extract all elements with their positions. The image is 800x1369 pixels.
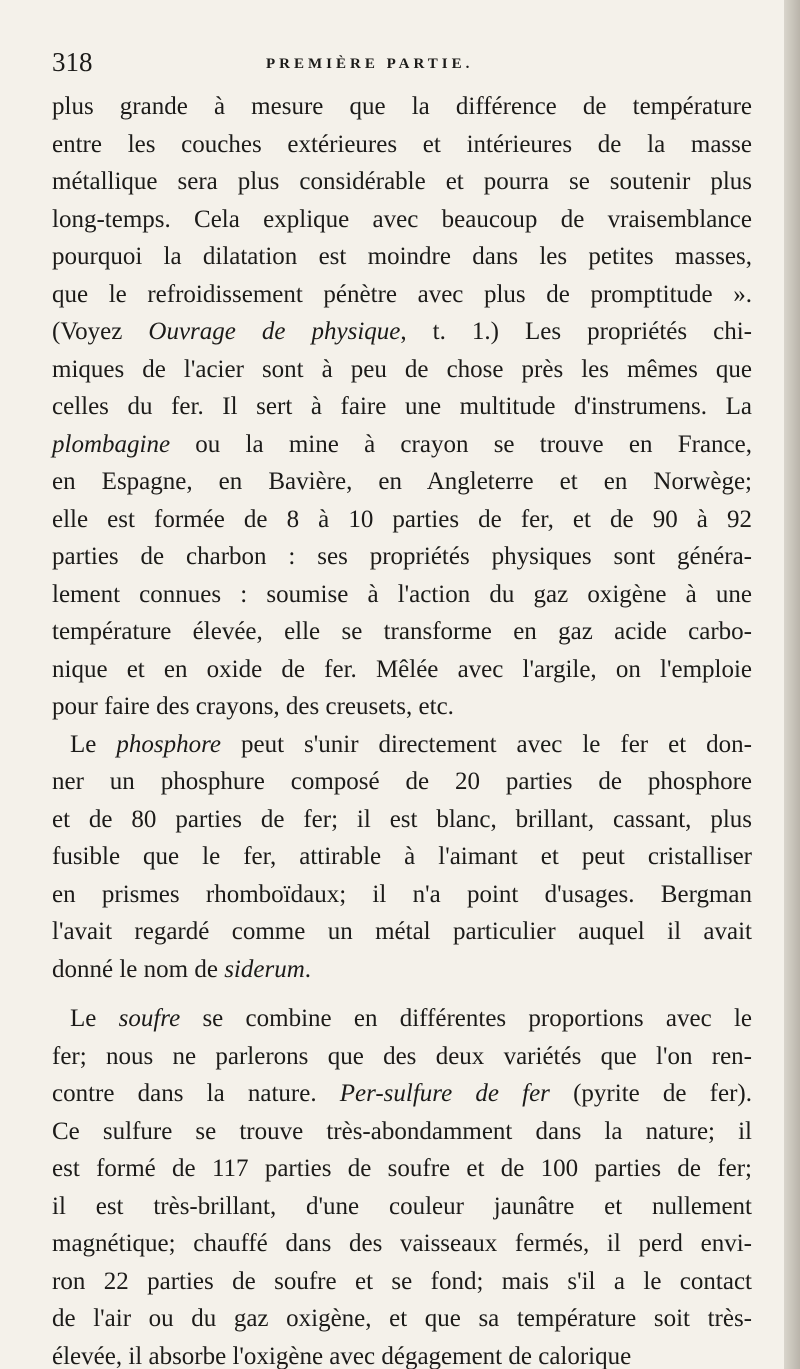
- text-segment: celles du fer. Il sert à faire une multitude d'instrumens. La: [52, 393, 752, 420]
- text-segment: ron 22 parties de soufre et se fond; mais s'il a le contact: [52, 1267, 752, 1295]
- text-segment: métallique sera plus considérable et pourra se soutenir plus: [52, 168, 752, 195]
- text-segment: elle est formée de 8 à 10 parties de fer, et de 90 à 92: [52, 505, 752, 533]
- text-segment: parties de charbon : ses propriétés physiques sont généra-: [52, 543, 752, 570]
- text-segment: Le: [70, 1005, 119, 1032]
- text-segment: entre les couches extérieures et intérieures de la masse: [52, 130, 752, 158]
- text-line: [52, 1300, 752, 1338]
- running-header: [52, 46, 752, 80]
- text-line: [52, 351, 752, 389]
- text-segment: (Voyez: [52, 318, 149, 345]
- text-line: [52, 876, 752, 914]
- italic-term: Ouvrage de physique: [148, 318, 401, 345]
- text-line: [52, 1000, 752, 1038]
- text-line: [52, 88, 752, 126]
- text-line: [52, 1150, 752, 1188]
- text-segment: Ce sulfure se trouve très-abondamment dans la nature; il: [52, 1117, 752, 1145]
- italic-term: phosphore: [116, 730, 222, 758]
- text-segment: fer; nous ne parlerons que des deux variétés que l'on ren-: [52, 1042, 752, 1070]
- text-line: [52, 726, 752, 764]
- text-segment: il est très-brillant, d'une couleur jaunâtre et nullement: [52, 1192, 752, 1220]
- text-line: [52, 613, 752, 651]
- page-number: 318: [52, 47, 93, 77]
- italic-term: plombagine: [52, 430, 171, 458]
- page-edge-shadow: [784, 0, 800, 1369]
- text-segment: ou la mine à crayon se trouve en France,: [170, 430, 752, 458]
- text-line: [52, 576, 752, 614]
- text-segment: pourquoi la dilatation est moindre dans les petites masses,: [52, 243, 752, 270]
- text-segment: , t. 1.) Les propriétés chi-: [400, 318, 752, 345]
- text-line: [52, 763, 752, 801]
- text-segment: ner un phosphure composé de 20 parties de phosphore: [52, 768, 752, 795]
- text-segment: l'avait regardé comme un métal particulier auquel il avait: [52, 918, 752, 945]
- text-segment: que le refroidissement pénètre avec plus de promptitude ».: [52, 280, 752, 308]
- text-segment: élevée, il absorbe l'oxigène avec dégagement de calorique: [52, 1342, 632, 1369]
- text-line: [52, 801, 752, 839]
- text-line: [52, 1075, 752, 1113]
- italic-term: Per-sulfure de fer: [339, 1080, 550, 1107]
- text-segment: est formé de 117 parties de soufre et de 100 parties de fer;: [52, 1155, 752, 1182]
- text-segment: donné le nom de: [52, 955, 225, 983]
- text-line: [52, 426, 752, 464]
- text-segment: en Espagne, en Bavière, en Angleterre et en Norwège;: [52, 468, 752, 495]
- text-segment: Le: [70, 730, 117, 758]
- body-text: [52, 88, 752, 1369]
- text-segment: en prismes rhomboïdaux; il n'a point d'usages. Bergman: [52, 880, 752, 908]
- text-line: [52, 951, 752, 989]
- running-title: PREMIÈRE PARTIE.: [266, 56, 474, 72]
- text-line: [52, 126, 752, 164]
- text-segment: et de 80 parties de fer; il est blanc, brillant, cassant, plus: [52, 805, 752, 833]
- text-segment: .: [304, 955, 311, 983]
- text-segment: magnétique; chauffé dans des vaisseaux fermés, il perd envi-: [52, 1230, 752, 1257]
- text-line: [52, 1038, 752, 1076]
- text-line: [52, 463, 752, 501]
- text-segment: contre dans la nature.: [52, 1080, 340, 1107]
- text-segment: (pyrite de fer).: [549, 1080, 753, 1107]
- text-line: [52, 1225, 752, 1263]
- text-line: [52, 538, 752, 576]
- text-line: [52, 388, 752, 426]
- text-line: [52, 1338, 752, 1369]
- text-segment: plus grande à mesure que la différence de température: [52, 93, 752, 120]
- text-line: [52, 1188, 752, 1226]
- text-segment: de l'air ou du gaz oxigène, et que sa température soit très-: [52, 1305, 752, 1332]
- text-segment: se combine en différentes proportions avec le: [180, 1005, 752, 1032]
- italic-term: soufre: [118, 1005, 181, 1032]
- text-segment: nique et en oxide de fer. Mêlée avec l'argile, on l'emploie: [52, 655, 752, 683]
- text-segment: long-temps. Cela explique avec beaucoup de vraisemblance: [52, 205, 752, 233]
- text-segment: température élevée, elle se transforme en gaz acide carbo-: [52, 618, 752, 645]
- text-segment: pour faire des crayons, des creusets, etc.: [52, 693, 454, 720]
- text-line: [52, 501, 752, 539]
- text-line: [52, 201, 752, 239]
- text-segment: fusible que le fer, attirable à l'aimant et peut cristalliser: [52, 843, 752, 870]
- text-segment: lement connues : soumise à l'action du gaz oxigène à une: [52, 580, 752, 608]
- text-segment: miques de l'acier sont à peu de chose près les mêmes que: [52, 355, 752, 383]
- text-line: [52, 913, 752, 951]
- text-line: [52, 163, 752, 201]
- text-line: [52, 238, 752, 276]
- text-line: [52, 838, 752, 876]
- text-line: [52, 688, 752, 726]
- text-segment: peut s'unir directement avec le fer et don-: [221, 730, 752, 758]
- text-line: [52, 1113, 752, 1151]
- text-line: [52, 651, 752, 689]
- paragraph-gap: [52, 988, 752, 1000]
- italic-term: siderum: [224, 955, 305, 983]
- text-line: [52, 1263, 752, 1301]
- text-line: [52, 276, 752, 314]
- text-line: [52, 313, 752, 351]
